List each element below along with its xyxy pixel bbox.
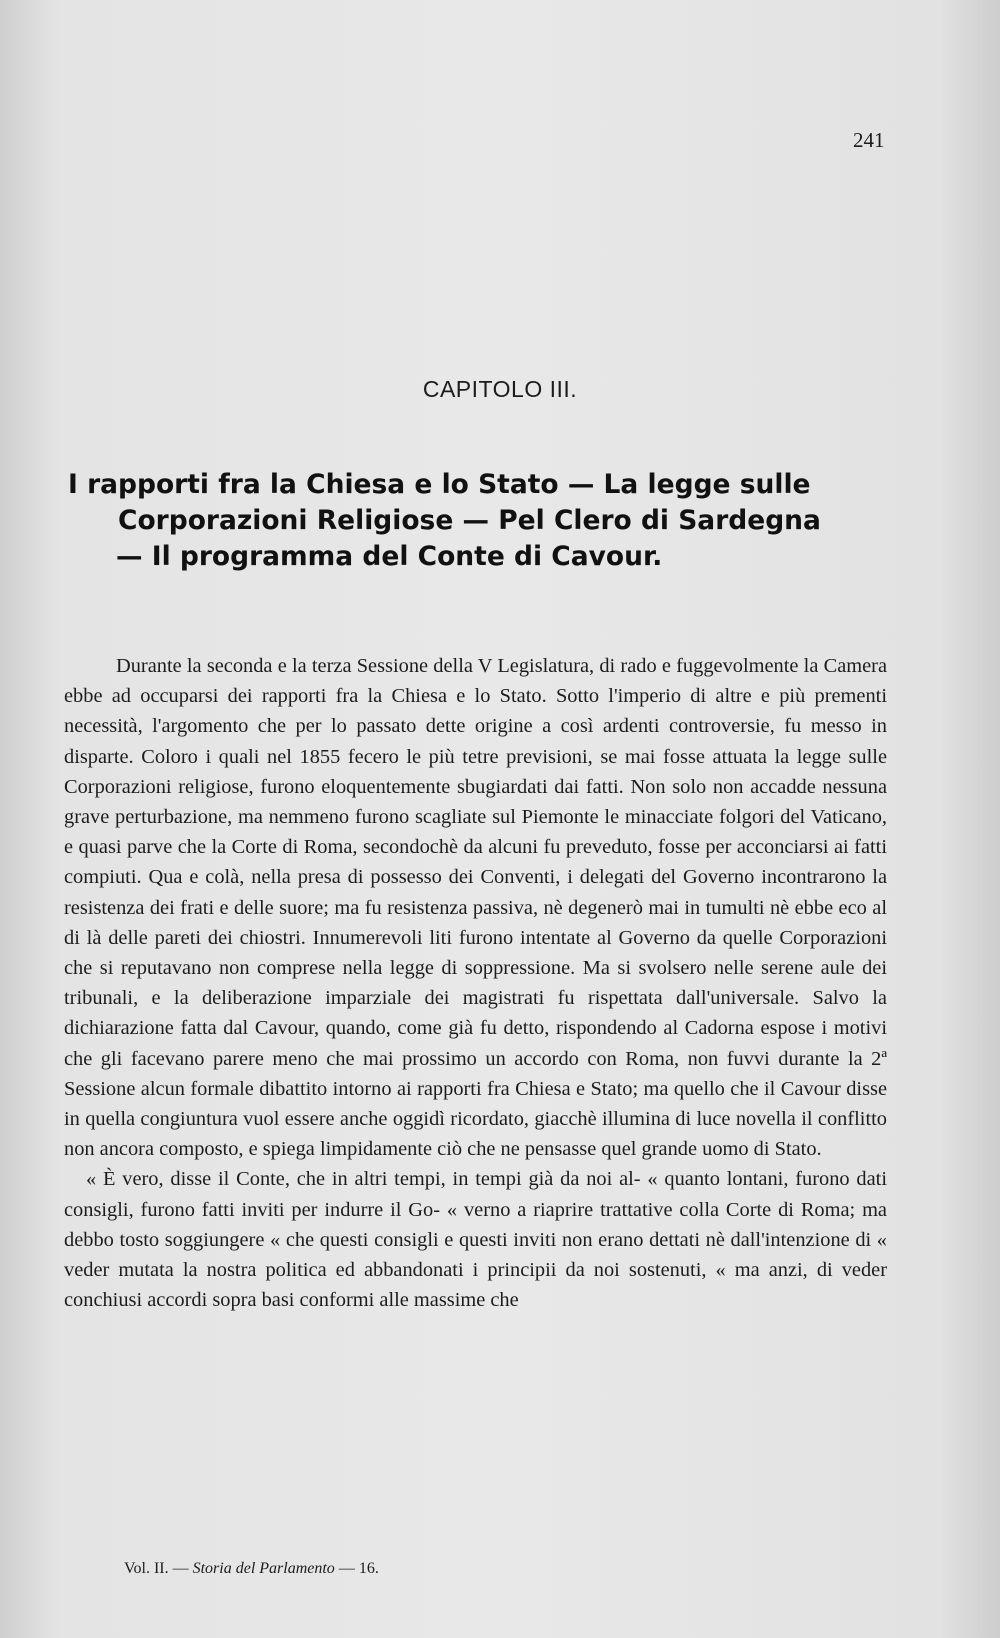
chapter-title-line: Corporazioni Religiose — Pel Clero di Sardegna <box>118 505 821 536</box>
page-number: 241 <box>853 128 885 152</box>
paragraph: Durante la seconda e la terza Sessione della V Legislatura, di rado e fuggevolmente la Camera ebbe ad occuparsi dei rapporti fra la Chiesa e lo Stato. Sotto l'imperio di altre e più prementi necessità, l'argomento che per lo passato dette origine a così ardenti controversie, fu messo in disparte. Coloro i quali nel 1855 fecero le più tetre previsioni, se mai fosse attuata la legge sulle Corporazioni religiose, furono eloquentemente sbugiardati dai fatti. Non solo non accadde nessuna grave perturbazione, ma nemmeno furono scagliate sul Piemonte le minacciate folgori del Vaticano, e quasi parve che la Corte di Roma, secondochè da alcuni fu preveduto, fosse per acconciarsi ai fatti compiuti. Qua e colà, nella presa di possesso dei Conventi, i delegati del Governo incontrarono la resistenza dei frati e delle suore; ma fu resistenza passiva, nè degenerò mai in tumulti nè ebbe eco al di là delle pareti dei chiostri. Innumerevoli liti furono intentate al Governo da quelle Corporazioni che si reputavano non comprese nella legge di soppressione. Ma si svolsero nelle serene aule dei tribunali, e la deliberazione imparziale dei magistrati fu rispettata dall'universale. Salvo la dichiarazione fatta dal Cavour, quando, come già fu detto, rispondendo al Cadorna espose i motivi che gli facevano parere meno che mai prossimo un accordo con Roma, non fuvvi durante la 2ª Sessione alcun formale dibattito intorno ai rapporti fra Chiesa e Stato; ma quello che il Cavour disse in quella congiuntura vuol essere anche oggidì ricordato, giacchè illumina di luce novella il conflitto non ancora composto, e spiega limpidamente ciò che ne pensasse quel grande uomo di Stato. <box>64 655 887 1161</box>
footer-book-title: Storia del Parlamento <box>192 1560 335 1577</box>
chapter-title-line: — Il programma del Conte di Cavour. <box>116 541 663 572</box>
footer-signature-number: — 16. <box>338 1560 379 1577</box>
footer-signature <box>124 1560 379 1578</box>
body-text <box>64 651 887 1315</box>
footer-volume: Vol. II. <box>124 1560 169 1577</box>
chapter-title <box>68 467 886 575</box>
chapter-title-line: I rapporti fra la Chiesa e lo Stato — La legge sulle <box>68 469 811 500</box>
footer-separator: — <box>172 1560 189 1577</box>
quoted-paragraph: « È vero, disse il Conte, che in altri tempi, in tempi già da noi al- « quanto lontani, furono dati consigli, furono fatti inviti per indurre il Go- « verno a riaprire trattative colla Corte di Roma; ma debbo tosto soggiungere « che questi consigli e questi inviti non erano dettati nè dall'intenzione di « veder mutata la nostra politica ed abbandonati i principii da noi sostenuti, « ma anzi, di veder conchiusi accordi sopra basi conformi alle massime che <box>64 1168 887 1312</box>
chapter-heading: CAPITOLO III. <box>422 376 578 402</box>
